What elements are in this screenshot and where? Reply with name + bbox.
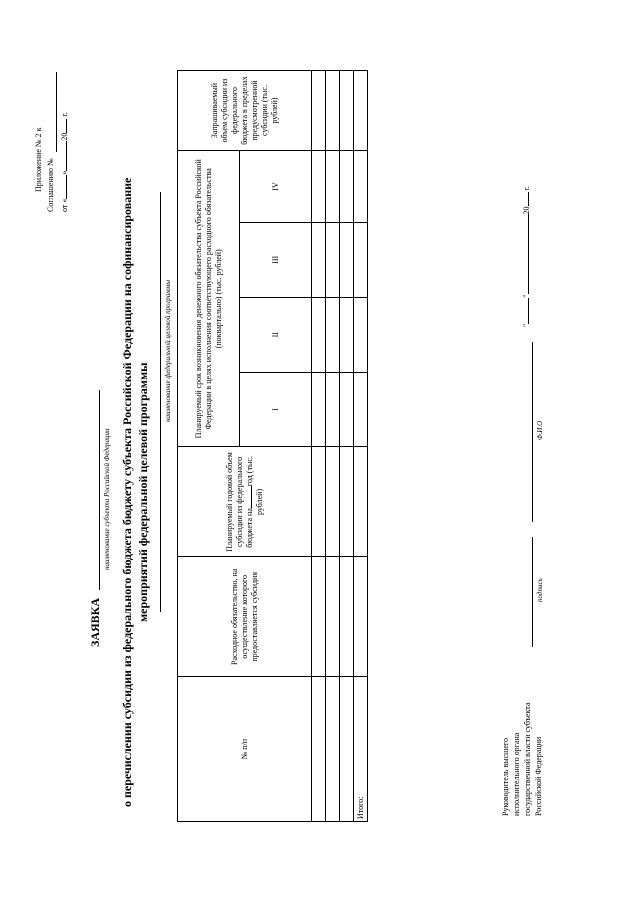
- header-requested: Запрашиваемый объем субсидии из федерального бюджета в пределах предусмотренной субсидии (тыс. рублей): [178, 71, 312, 151]
- year-suffix: г.: [60, 112, 69, 117]
- agreement-label: [46, 158, 55, 212]
- signature-caption: подпись: [536, 578, 544, 602]
- title-line2: мероприятий федеральной целевой программы: [136, 362, 150, 622]
- quarter-2: II: [240, 297, 312, 372]
- quarter-3: III: [240, 222, 312, 297]
- appendix-label: Приложение № 2 к: [34, 127, 43, 192]
- table-total-row: [354, 71, 368, 822]
- agreement-date: [60, 112, 69, 212]
- year-prefix: 20: [60, 132, 69, 141]
- subsidy-table: [177, 70, 368, 822]
- title-line1: о перечислении субсидии из федерального бюджета бюджету субъекта Российской Федерации на софинансирование: [120, 177, 134, 807]
- table-row: [340, 71, 354, 822]
- date-open: от «: [60, 198, 69, 212]
- header-annual-part2: год (тыс. рублей): [244, 456, 264, 516]
- title-main: ЗАЯВКА: [88, 597, 102, 647]
- table-row: [312, 71, 326, 822]
- rotated-sheet: [20, 52, 620, 852]
- agreement-text: Соглашению №: [46, 158, 55, 212]
- head-line-1: Руководитель высшего: [501, 738, 510, 816]
- footer-year-suffix: г.: [522, 186, 531, 191]
- header-planned: Планируемый срок возникновения денежного обязательства субъекта Российской Федерации в целях исполнения соответствующего расходного обязательства (поквартально) (тыс. рублей): [178, 151, 240, 447]
- header-annual-part1: Планируемый годовой объем субсидии из федерального бюджета на: [224, 452, 254, 552]
- head-line-2: исполнительного органа: [512, 732, 521, 816]
- head-line-3: государственной власти субъекта: [523, 702, 532, 816]
- agreement-number-line: [56, 72, 57, 152]
- quarter-1: I: [240, 372, 312, 447]
- subject-caption: наименование субъекта Российской Федерации: [103, 428, 111, 570]
- footer-year-prefix: 20: [522, 206, 531, 215]
- fio-caption: Ф.И.О: [536, 420, 544, 440]
- head-title: [500, 703, 544, 816]
- program-name-line: [160, 192, 161, 612]
- header-annual: [178, 447, 312, 557]
- signature-line: [532, 537, 533, 647]
- fio-line: [532, 342, 533, 522]
- subject-name-line: [99, 390, 100, 590]
- date-quote-close: ": [522, 294, 531, 298]
- footer-date: [522, 186, 531, 327]
- quarter-4: IV: [240, 151, 312, 223]
- date-close: »: [60, 170, 69, 175]
- date-quote-open: ": [522, 323, 531, 327]
- head-line-4: Российской Федерации: [534, 736, 543, 816]
- program-caption: наименование федеральной целевой программы: [164, 280, 172, 422]
- total-label: Итого:: [354, 677, 368, 822]
- table-row: [326, 71, 340, 822]
- header-number: № п/п: [178, 677, 312, 822]
- header-obligation: Расходное обязательство, на осуществление которого предоставляется субсидия: [178, 557, 312, 677]
